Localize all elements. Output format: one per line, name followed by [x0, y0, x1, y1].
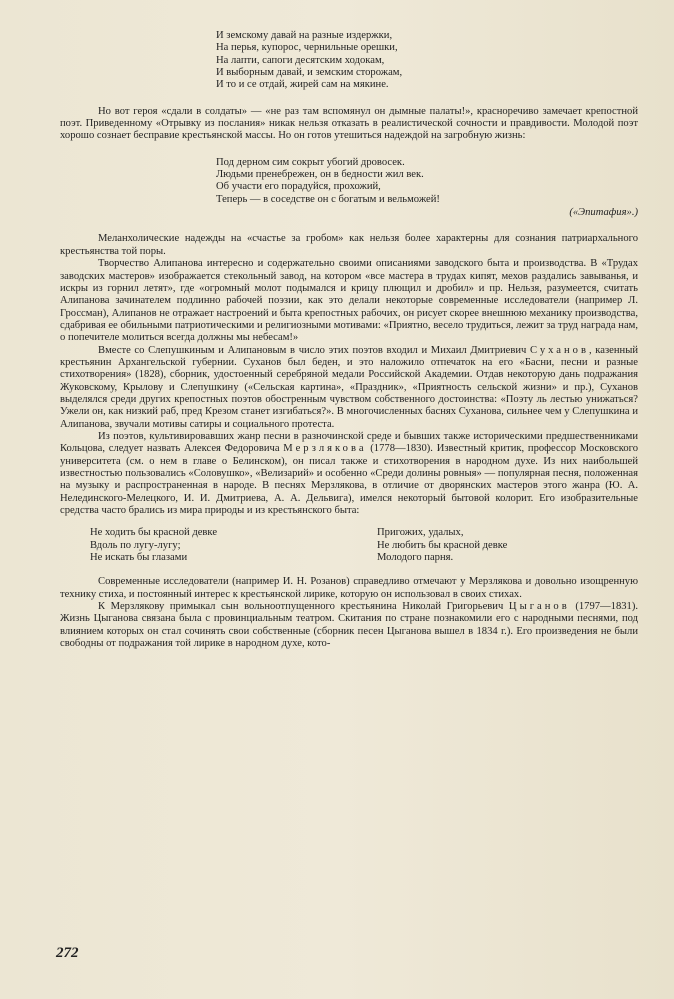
- verse-line: Не искать бы глазами: [90, 552, 188, 564]
- verse-line: И земскому давай на разные издержки,: [216, 30, 393, 41]
- paragraph: Но вот героя «сдали в солдаты» — «не раз там вспомянул он дымные палаты!», красноречиво замечает крепостной поэт. Приведенному «Отрывку из послания» никак нельзя отказать в реалистической сочности и правдивости. Молодой поэт хорошо сознает бесправие крестьянской массы. Но он готов утешиться надеждой на загробную жизнь:: [60, 105, 638, 142]
- verse-line: Под дерном сим сокрыт убогий дровосек.: [216, 156, 405, 168]
- verse-column-right: [351, 527, 638, 564]
- paragraph: [60, 345, 638, 431]
- paragraph: [60, 601, 638, 650]
- verse-line: Теперь — в соседстве он с богатым и вельможей!: [216, 193, 440, 205]
- paragraph-text: (1797—1831). Жизнь Цыганова связана была с провинциальным театром. Скитания по стране познакомили его с народными песнями, под влиянием которых он стал сочинять свои собственные (сборник песен Цыганова вышел в 1834 г.). Его произведения не были свободны от подражания той лирике в народном духе, кото-: [60, 601, 639, 650]
- paragraph-text: (1778—1830). Известный критик, профессор Московского университета (см. о нем в главе о Белинском), он писал также и стихотворения в народном духе. Из них наибольшей известностью пользовались «Соловушко», «Велизарий» и особенно «Среди долины ровныя» — популярная песня, положенная на музыку и распространенная в народе. В песнях Мерзлякова, в отличие от дворянских мастеров этого жанра (Ю. А. Нелединского-Мелецкого, И. И. Дмитриева, А. А. Дельвига), имелся некоторый бытовой колорит. Его изобразительные средства часто брались из мира природы и из крестьянского быта:: [60, 443, 638, 517]
- paragraph-text: , казенный крестьянин Архангельской губернии. Суханов был беден, и это наложило отпечаток на его «Басни, песни и разные стихотворения» (1828), сборник, удостоенный серебряной медали Российской Академии. Отдав некоторую дань подражания Жуковскому, Крылову и Слепушкину («Сельская картина», «Праздник», «Приятность сельской жизни» и пр.), Суханов выделялся среди других крепостных поэтов обостренным чувством собственного достоинства: «Поэту ль лестью унижаться? Ужели он, как низкий раб, пред Крезом станет изгибаться?». В многочисленных баснях Суханова, сильнее чем у Слепушкина и Алипанова, звучали мотивы сатиры и социального протеста.: [60, 344, 638, 430]
- verse-excerpt-song: [60, 527, 638, 564]
- paragraph: Меланхолические надежды на «счастье за гробом» как нельзя более характерны для сознания патриархального крестьянства той поры.: [60, 233, 638, 257]
- author-name: Мерзлякова: [283, 443, 367, 455]
- verse-line: Не любить бы красной девке: [377, 539, 508, 551]
- verse-line: Не ходить бы красной девке: [90, 527, 218, 539]
- paragraph-text: Вместе со Слепушкиным и Алипановым в число этих поэтов входил и Михаил Дмитриевич: [98, 344, 531, 356]
- verse-line: Людьми пренебрежен, он в бедности жил век.: [216, 169, 424, 181]
- verse-line: На перья, купорос, чернильные орешки,: [216, 42, 398, 54]
- page-content: [60, 30, 638, 650]
- page-number: 272: [56, 945, 79, 961]
- paragraph-text: К Мерзлякову примыкал сын вольноотпущенного крестьянина Николай Григорьевич: [98, 601, 509, 613]
- verse-attribution: («Эпитафия».): [569, 207, 638, 219]
- paragraph-text: Из поэтов, культивировавших жанр песни в разночинской среде и бывших также историческими предшественниками Кольцова, следует назвать Алексея Федоровича: [60, 430, 638, 455]
- paragraph: Современные исследователи (например И. Н. Розанов) справедливо отмечают у Мерзлякова и довольно изощренную технику стиха, и постоянный интерес к крестьянской лирике, которую он использовал в своих стихах.: [60, 576, 638, 600]
- paragraph: [60, 431, 638, 517]
- verse-column-left: [60, 527, 351, 564]
- verse-excerpt-epitaph: [60, 157, 638, 206]
- verse-line: Вдоль по лугу-лугу;: [90, 539, 181, 551]
- verse-line: И то и се отдай, жирей сам на мякине.: [216, 79, 389, 91]
- verse-line: Молодого парня.: [377, 552, 454, 564]
- verse-line: Об участи его порадуйся, прохожий,: [216, 181, 381, 193]
- verse-line: Пригожих, удалых,: [377, 527, 464, 539]
- author-name: Цыганов: [508, 601, 570, 613]
- verse-line: На лапти, сапоги десятским ходокам,: [216, 54, 385, 66]
- author-name: Суханов: [530, 344, 589, 356]
- verse-line: И выборным давай, и земским сторожам,: [216, 67, 403, 79]
- paragraph: Творчество Алипанова интересно и содержательно своими описаниями заводского быта и производства. В «Трудах заводских мастеров» изображается стекольный завод, на котором «все мастера в трудах кипят, мехов раздались завыванья, и искры из горнил летят», где «огромный молот подымался и крицу плющил и дробил» и пр. Нельзя, разумеется, считать Алипанова зачинателем подлинно рабочей поэзии, как это делали некоторые современные исследователи (например Л. Гроссман), Алипанов не отражает настроений и быта крепостных рабочих, он рисует скорее внешнюю механику производства, сдабривая ее обильными патриотическими и религиозными мотивами: «Приятно, весело трудиться, лежит за труд награда нам, о попечителе молиться всегда должны мы небесам!»: [60, 258, 638, 344]
- verse-excerpt-1: [60, 30, 638, 92]
